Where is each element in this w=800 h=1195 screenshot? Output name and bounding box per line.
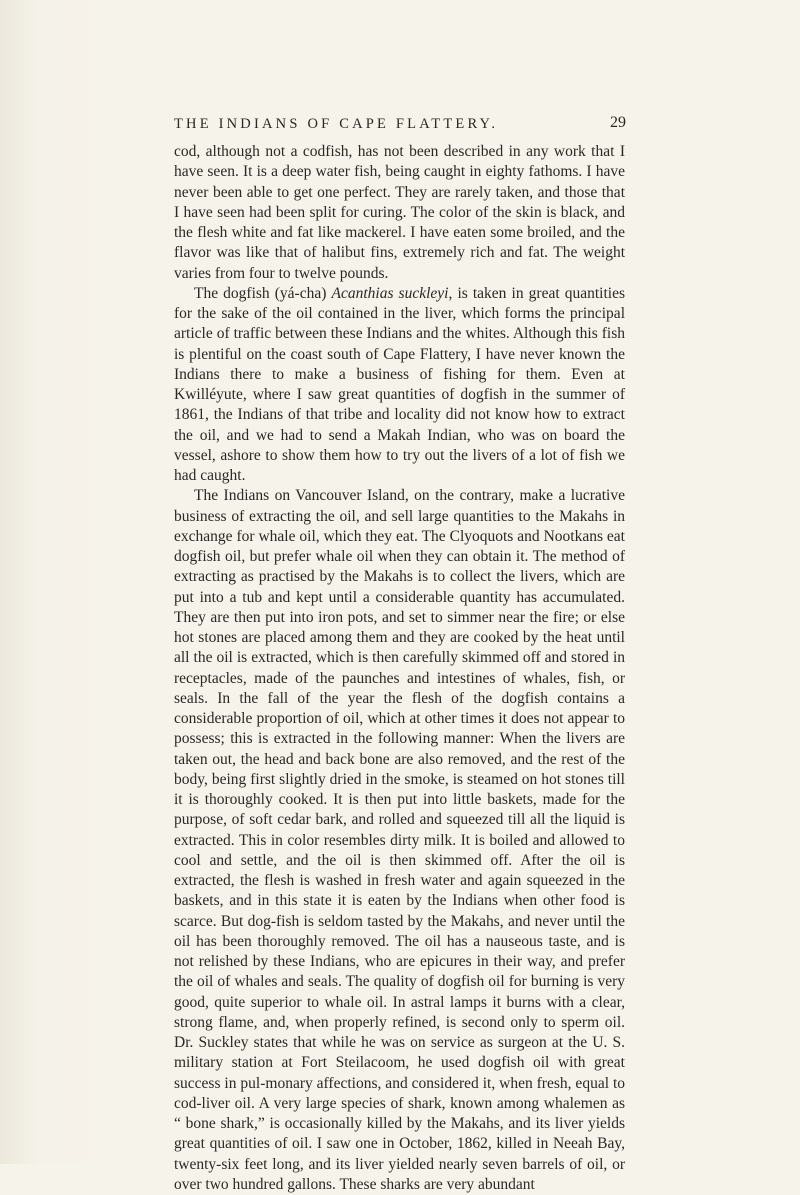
paragraph-2: [174, 284, 625, 487]
paragraph-3-text: The Indians on Vancouver Island, on the contrary, make a lucrative business of extracting the oil, and sell large quantities to the Makahs in exchange for whale oil, which they eat. The Clyoquots and Nootkans eat dogfish oil, but prefer whale oil when they can obtain it. The method of extracting as practised by the Makahs is to collect the livers, which are put into a tub and kept until a considerable quantity has accumulated. They are then put into iron pots, and set to simmer near the fire; or else hot stones are placed among them and they are cooked by the heat until all the oil is extracted, which is then carefully skimmed off and stored in receptacles, made of the paunches and intestines of whales, fish, or seals. In the fall of the year the flesh of the dogfish contains a considerable proportion of oil, which at other times it does not appear to possess; this is extracted in the following manner: When the livers are taken out, the head and back bone are also removed, and the rest of the body, being first slightly dried in the smoke, is steamed on hot stones till it is thoroughly cooked. It is then put into little baskets, made for the purpose, of soft cedar bark, and rolled and squeezed till all the liquid is extracted. This in color resembles dirty milk. It is boiled and allowed to cool and settle, and the oil is then skimmed off. After the oil is extracted, the flesh is washed in fresh water and again squeezed in the baskets, and in this state it is eaten by the Indians when other food is scarce. But dog-fish is seldom tasted by the Makahs, and never until the oil has been thoroughly removed. The oil has a nauseous taste, and is not relished by these Indians, who are epicures in their way, and prefer the oil of whales and seals. The quality of dogfish oil for burning is very good, quite superior to whale oil. In astral lamps it burns with a clear, strong flame, and, when properly refined, is second only to sperm oil. Dr. Suckley states that while he was on service as surgeon at the U. S. military station at Fort Steilacoom, he used dogfish oil with great success in pul-monary affections, and considered it, when fresh, equal to cod-liver oil. A very large species of shark, known among whalemen as “ bone shark,” is occasionally killed by the Makahs, and its liver yields great quantities of oil. I saw one in October, 1862, killed in Neeah Bay, twenty-six feet long, and its liver yielded nearly seven barrels of oil, or over two hundred gallons. These sharks are very abundant: [174, 487, 625, 1193]
paragraph-2-text-end: , is taken in great quantities for the sake of the oil contained in the liver, which forms the principal article of traffic between these Indians and the whites. Although this fish is plentiful on the coast south of Cape Flattery, I have never known the Indians there to make a business of fishing for them. Even at Kwilléyute, where I saw great quantities of dogfish in the summer of 1861, the Indians of that tribe and locality did not know how to extract the oil, and we had to send a Makah Indian, who was on board the vessel, ashore to show them how to try out the livers of a lot of fish we had caught.: [174, 284, 625, 484]
body-text: [174, 142, 625, 1195]
page-number: 29: [610, 114, 626, 131]
paragraph-1: [174, 142, 625, 284]
paragraph-3: [174, 486, 625, 1195]
paragraph-1-text: cod, although not a codfish, has not been described in any work that I have seen. It is a deep water fish, being caught in eighty fathoms. I have never been able to get one perfect. They are rarely taken, and those that I have seen had been split for curing. The color of the skin is black, and the flesh white and fat like mackerel. I have eaten some broiled, and the flavor was like that of halibut fins, extremely rich and fat. The weight varies from four to twelve pounds.: [174, 143, 625, 282]
paragraph-2-text-start: The dogfish (yá-cha): [194, 284, 332, 302]
running-head: THE INDIANS OF CAPE FLATTERY.: [174, 116, 499, 132]
species-name-italic: Acanthias suckleyi: [331, 284, 449, 302]
